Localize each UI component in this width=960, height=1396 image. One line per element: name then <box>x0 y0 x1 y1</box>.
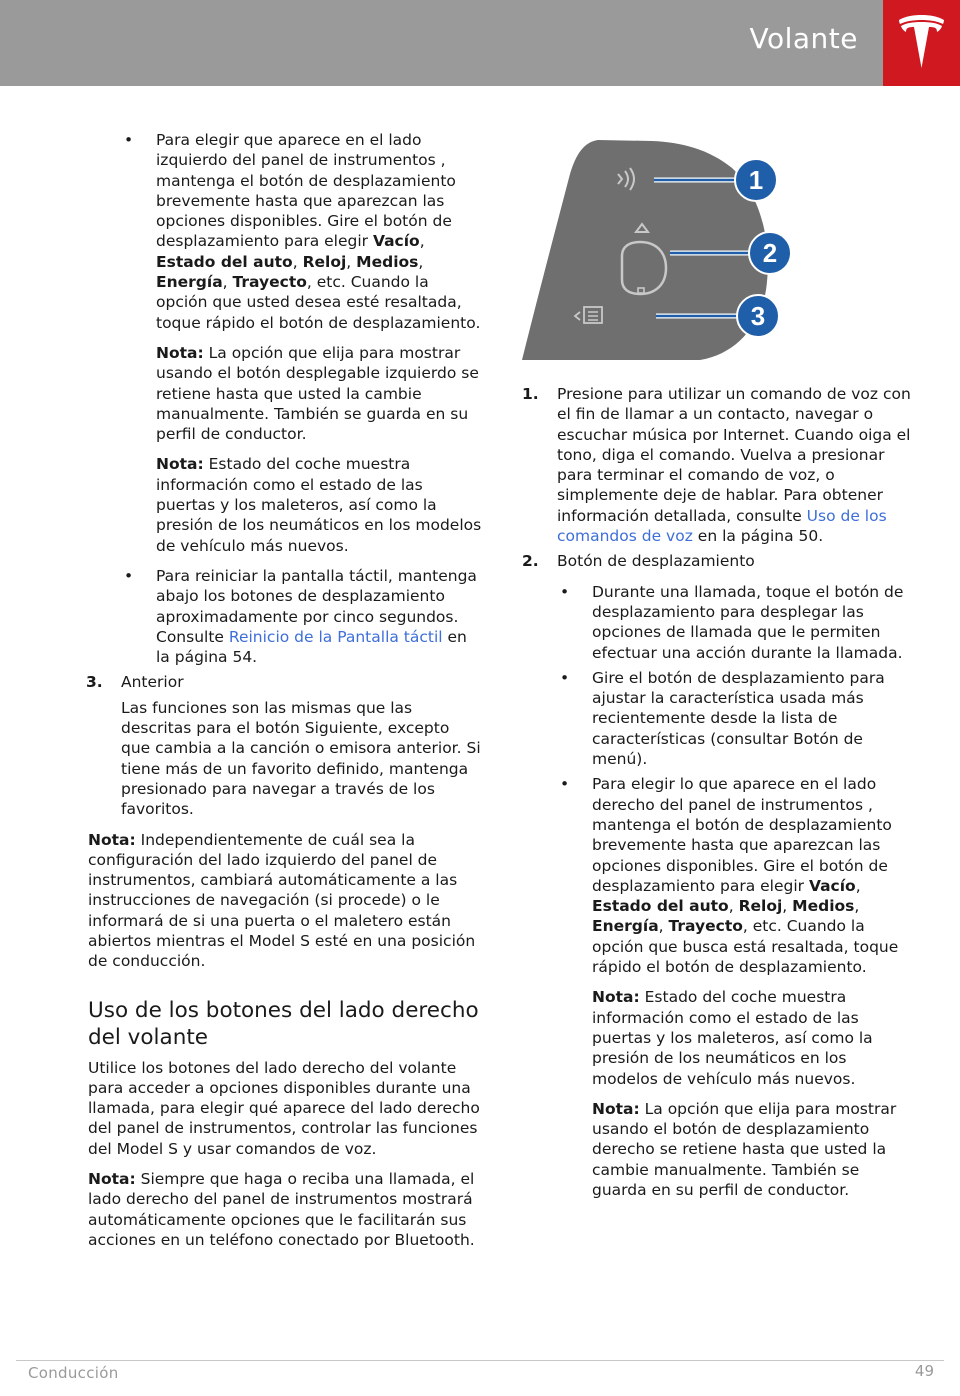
page-title: Volante <box>749 22 858 55</box>
tesla-logo-icon <box>899 14 944 68</box>
list-item <box>560 582 917 663</box>
item-number: 2. <box>522 552 539 571</box>
list-item <box>560 668 917 769</box>
note: Nota: Estado del coche muestra información como el estado de las puertas y los maleteros, así como la presión de los neumáticos en los modelos de vehículo más nuevos. <box>156 455 482 555</box>
item-text: Las funciones son las mismas que las descritas para el botón Siguiente, excepto que cambia a la canción o emisora anterior. Si tiene más de un favorito definido, mantenga presionado para navegar a través de los favoritos. <box>121 698 481 819</box>
bullet-icon: • <box>560 668 570 687</box>
right-column <box>522 384 917 1200</box>
page-number: 49 <box>914 1362 934 1380</box>
left-column <box>88 130 483 1250</box>
callout-label-3: 3 <box>750 301 766 331</box>
note: Nota: Independientemente de cuál sea la configuración del lado izquierdo del panel de instrumentos, cambiará automáticamente a las instrucciones de navegación (si procede) o le informará de si una puerta o el maletero están abiertos mientras el Model S esté en una posición de conducción. <box>88 830 476 971</box>
bullet-text: Durante una llamada, toque el botón de desplazamiento para desplegar las opciones de llamada que le permiten efectuar una acción durante la llamada. <box>592 582 904 662</box>
bullet-icon: • <box>560 582 570 601</box>
bullet-text: Para reiniciar la pantalla táctil, mantenga abajo los botones de desplazamiento aproximadamente por cinco segundos. Consulte Reinicio de la Pantalla táctil en la página 54. <box>156 566 477 667</box>
bullet-text: Para elegir lo que aparece en el lado derecho del panel de instrumentos , mantenga el botón de desplazamiento brevemente hasta que aparezcan las opciones disponibles. Gire el botón de desplazamiento para elegir Vacío, Estado del auto, Reloj, Medios, Energía, Trayecto, etc. Cuando la opción que busca está resaltada, toque rápido el botón de desplazamiento. <box>592 775 899 977</box>
numbered-item <box>522 384 917 546</box>
note: Nota: Siempre que haga o reciba una llamada, el lado derecho del panel de instrumentos mostrará automáticamente opciones que le facilitarán sus acciones en un teléfono conectado por Bluetooth. <box>88 1170 475 1249</box>
scroll-wheel[interactable] <box>622 242 666 294</box>
numbered-item <box>522 551 917 571</box>
callout-label-1: 1 <box>748 165 764 195</box>
list-item <box>124 130 483 556</box>
bullet-text: Para elegir que aparece en el lado izquierdo del panel de instrumentos , mantenga el botón de desplazamiento brevemente hasta que aparezcan las opciones disponibles. Gire el botón de desplazamiento para elegir Vacío, Estado del auto, Reloj, Medios, Energía, Trayecto, etc. Cuando la opción que usted desea esté resaltada, toque rápido el botón de desplazamiento. <box>156 131 481 332</box>
item-title: Anterior <box>121 673 184 692</box>
bullet-icon: • <box>124 566 134 585</box>
bullet-icon: • <box>124 131 134 149</box>
brand-logo <box>883 0 960 86</box>
list-item <box>124 566 483 667</box>
note: Nota: Estado del coche muestra información como el estado de las puertas y los maleteros, así como la presión de los neumáticos en los modelos de vehículo más nuevos. <box>592 988 873 1088</box>
reinicio-link[interactable]: Reinicio de la Pantalla táctil <box>228 627 443 646</box>
note: Nota: La opción que elija para mostrar usando el botón de desplazamiento derecho se retiene hasta que usted la cambie manualmente. También se guarda en su perfil de conductor. <box>592 1099 897 1199</box>
intro-paragraph: Utilice los botones del lado derecho del volante para acceder a opciones disponibles durante una llamada, para elegir qué aparece del lado derecho del panel de instrumentos, controlar las funciones del Model S y usar comandos de voz. <box>88 1058 480 1158</box>
note: Nota: La opción que elija para mostrar usando el botón desplegable izquierdo se retiene hasta que usted la cambie manualmente. También se guarda en su perfil de conductor. <box>156 343 479 444</box>
bullet-text: Gire el botón de desplazamiento para ajustar la característica usada más recientemente desde la lista de características (consultar Botón de menú). <box>592 668 885 769</box>
list-item <box>560 774 917 1200</box>
callout-label-2: 2 <box>762 238 778 268</box>
footer-divider <box>16 1360 944 1361</box>
page-header <box>0 0 960 86</box>
item-number: 3. <box>86 673 103 692</box>
voice-commands-link[interactable]: Uso de los comandos de voz <box>557 506 887 546</box>
item-text: Presione para utilizar un comando de voz con el fin de llamar a un contacto, navegar o escuchar música por Internet. Cuando oiga el tono, diga el comando. Vuelva a presionar para terminar el comando de voz, o simplemente deje de hablar. Para obtener información detallada, consulte Uso de los comandos de voz en la página 50. <box>557 385 911 546</box>
footer-section: Conducción <box>28 1364 119 1382</box>
bullet-icon: • <box>560 775 570 794</box>
item-title: Botón de desplazamiento <box>557 552 755 571</box>
section-title: Uso de los botones del lado derecho del volante <box>88 997 479 1050</box>
numbered-item <box>86 672 483 819</box>
steering-buttons-figure <box>522 138 802 362</box>
item-number: 1. <box>522 385 539 403</box>
